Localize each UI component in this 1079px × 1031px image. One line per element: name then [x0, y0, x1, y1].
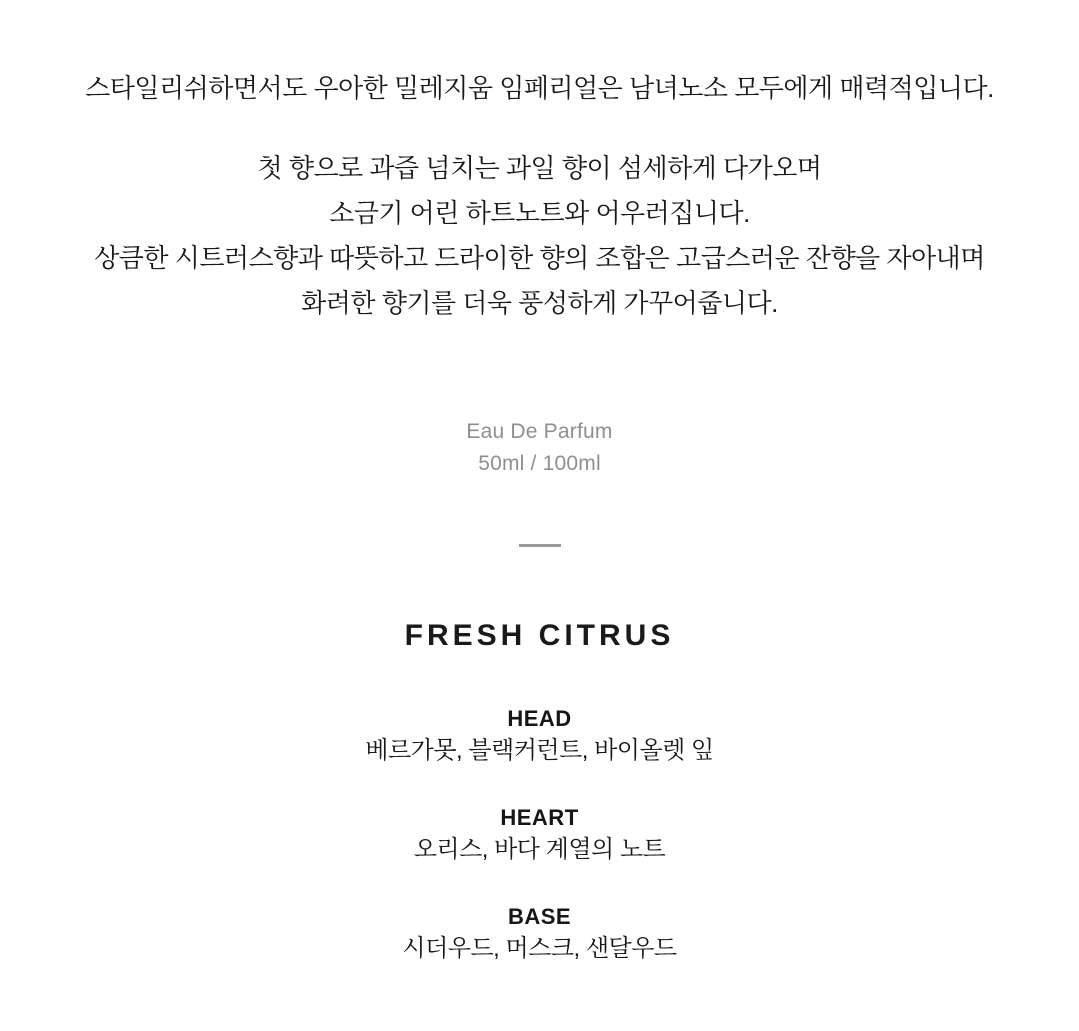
description-line: 상큼한 시트러스향과 따뜻하고 드라이한 향의 조합은 고급스러운 잔향을 자아내며	[94, 243, 985, 273]
fragrance-description	[0, 146, 1079, 326]
intro-text: 스타일리쉬하면서도 우아한 밀레지움 임페리얼은 남녀노소 모두에게 매력적입니다.	[85, 73, 994, 103]
note-ingredients-base: 시더우드, 머스크, 샌달우드	[402, 935, 677, 962]
note-block-head	[0, 704, 1079, 768]
description-line: 소금기 어린 하트노트와 어우러집니다.	[329, 198, 750, 228]
product-type-label: Eau De Parfum	[466, 420, 613, 443]
note-block-heart	[0, 803, 1079, 867]
note-label-base: BASE	[507, 904, 572, 929]
product-sizes-label: 50ml / 100ml	[478, 452, 601, 475]
note-ingredients-head: 베르가못, 블랙커런트, 바이올렛 잎	[365, 737, 714, 764]
note-label-heart: HEART	[500, 805, 579, 830]
description-line: 화려한 향기를 더욱 풍성하게 가꾸어줍니다.	[301, 288, 778, 318]
fragrance-family-title: FRESH CITRUS	[404, 619, 675, 652]
description-line: 첫 향으로 과즙 넘치는 과일 향이 섬세하게 다가오며	[257, 153, 822, 183]
note-block-base	[0, 902, 1079, 966]
note-ingredients-heart: 오리스, 바다 계열의 노트	[413, 836, 666, 863]
section-divider	[519, 544, 561, 547]
product-meta	[0, 416, 1079, 480]
note-label-head: HEAD	[507, 706, 572, 731]
